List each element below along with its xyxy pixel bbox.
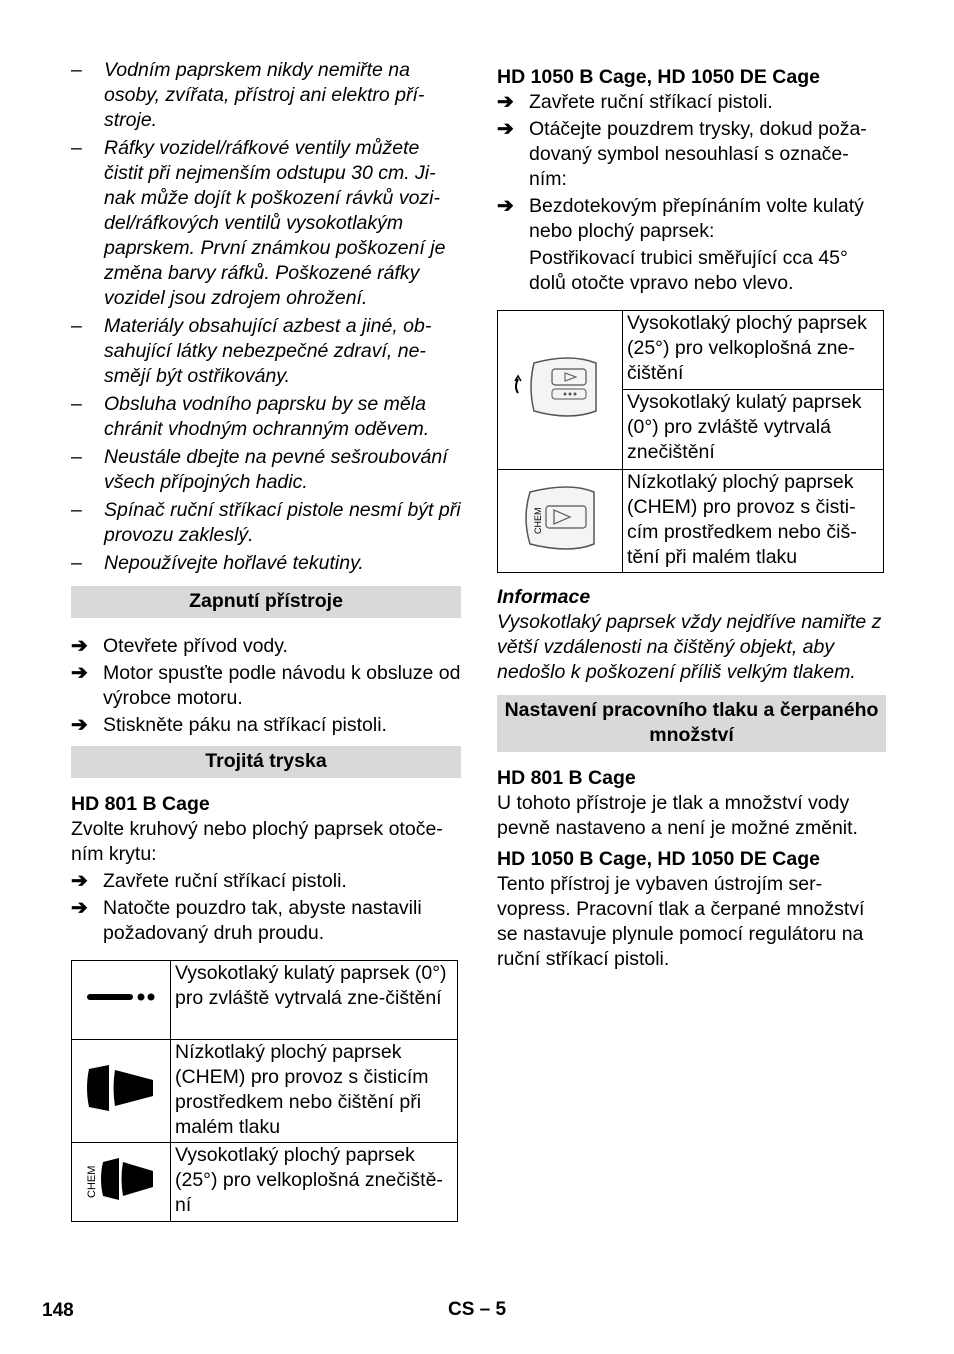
arrow-icon: ➔ [497, 195, 514, 217]
table-row: CHEM Nízkotlaký plochý paprsek (CHEM) pro provoz s čisti-cím prostředkem nebo čiš-tění při malém tlaku [498, 470, 884, 573]
nozzle-symbol-table-hd1050 [497, 310, 884, 573]
hd801-pressure-text: U tohoto přístroje je tlak a množství vody pevně nastaveno a není je možné změnit. [497, 792, 858, 839]
step-item: ➔ Bezdotekovým přepínáním volte kulatý nebo plochý paprsek: [497, 195, 864, 242]
list-item: – Vodním paprskem nikdy nemiřte na osoby, zvířata, přístroj ani elektro pří-stroje. [71, 59, 425, 131]
section-heading-triple-nozzle: Trojitá tryska [71, 746, 461, 778]
nozzle-symbol-table-hd801 [71, 960, 458, 1222]
switch-on-steps [71, 634, 461, 738]
language-page-label: CS – 5 [448, 1299, 507, 1320]
arrow-icon: ➔ [497, 91, 514, 113]
chem-label: CHEM [533, 507, 543, 534]
table-row: Vysokotlaký kulatý paprsek (0°) pro zvláště vytrvalá znečištění [498, 389, 884, 469]
step-item: ➔ Otevřete přívod vody. [71, 635, 288, 657]
section-heading-pressure: Nastavení pracovního tlaku a čerpaného množství [497, 695, 886, 752]
nozzle-housing-rotate-icon [498, 311, 623, 470]
list-item: – Spínač ruční stříkací pistole nesmí být při provozu zakleslý. [71, 499, 461, 546]
step-item: ➔ Zavřete ruční stříkací pistoli. [71, 870, 347, 892]
info-heading: Informace [497, 586, 591, 608]
section-heading-switch-on: Zapnutí přístroje [71, 586, 461, 618]
round-jet-icon [72, 961, 171, 1040]
page-number: 148 [42, 1300, 74, 1321]
nozzle-housing-chem-icon [498, 470, 623, 573]
hd801-intro: Zvolte kruhový nebo plochý paprsek otoče-ním krytu: [71, 818, 443, 865]
arrow-icon: ➔ [71, 870, 88, 892]
chem-label: CHEM [86, 1165, 98, 1198]
list-item: – Nepoužívejte hořlavé tekutiny. [71, 552, 364, 574]
subheading-hd1050: HD 1050 B Cage, HD 1050 DE Cage [497, 66, 820, 88]
step-item: ➔ Zavřete ruční stříkací pistoli. [497, 91, 773, 113]
step-item: ➔ Otáčejte pouzdrem trysky, dokud poža-dovaný symbol nesouhlasí s označe-ním: [497, 118, 867, 190]
list-item: – Obsluha vodního paprsku by se měla chránit vhodným ochranným oděvem. [71, 393, 430, 440]
step-item: ➔ Stiskněte páku na stříkací pistoli. [71, 714, 387, 736]
hd1050-note: Postřikovací trubici směřující cca 45° dolů otočte vpravo nebo vlevo. [529, 247, 848, 294]
list-item: – Neustále dbejte na pevné sešroubování všech přípojných hadic. [71, 446, 448, 493]
arrow-icon: ➔ [71, 635, 88, 657]
arrow-icon: ➔ [71, 897, 88, 919]
info-text: Vysokotlaký paprsek vždy nejdříve namiřte z větší vzdálenosti na čištěný objekt, aby nedošlo k poškození příliš velkým tlakem. [497, 611, 882, 683]
table-row: Vysokotlaký plochý paprsek (25°) pro velkoplošná zne-čištění [498, 311, 884, 390]
flat-jet-chem-icon [72, 1143, 171, 1222]
table-row: Vysokotlaký kulatý paprsek (0°) pro zvláště vytrvalá zne-čištění [72, 961, 458, 1040]
safety-warnings-list [71, 58, 461, 576]
hd1050-pressure-text: Tento přístroj je vybaven ústrojím ser-vopress. Pracovní tlak a čerpané množství se nastavuje plynule pomocí regulátoru na ruční stříkací pistoli. [497, 873, 865, 970]
right-column [497, 65, 886, 974]
arrow-icon: ➔ [497, 118, 514, 140]
low-pressure-flat-jet-icon [72, 1040, 171, 1143]
step-item: ➔ Natočte pouzdro tak, abyste nastavili požadovaný druh proudu. [71, 897, 422, 944]
table-row: Nízkotlaký plochý paprsek (CHEM) pro provoz s čisticím prostředkem nebo čištění při malém tlaku [72, 1040, 458, 1143]
list-item: – Ráfky vozidel/ráfkové ventily můžete čistit při nejmenším odstupu 30 cm. Ji-nak může dojít k poškození rávků vozi-del/ráfkových ventilů vysokotlakým paprskem. První známkou poškození je změna barvy ráfků. Poškozené ráfky vozidel jsou zdrojem ohrožení. [71, 137, 446, 309]
left-column [71, 58, 461, 1222]
subheading-hd1050-right: HD 1050 B Cage, HD 1050 DE Cage [497, 848, 820, 870]
table-row: CHEM Vysokotlaký plochý paprsek (25°) pro velkoplošná znečiště-ní [72, 1143, 458, 1222]
arrow-icon: ➔ [71, 714, 88, 736]
list-item: – Materiály obsahující azbest a jiné, ob-sahující látky nebezpečné zdraví, ne-smějí být ostřikovány. [71, 315, 432, 387]
subheading-hd801: HD 801 B Cage [71, 793, 210, 815]
step-item: ➔ Motor spusťte podle návodu k obsluze od výrobce motoru. [71, 662, 461, 709]
arrow-icon: ➔ [71, 662, 88, 684]
subheading-hd801-right: HD 801 B Cage [497, 767, 636, 789]
